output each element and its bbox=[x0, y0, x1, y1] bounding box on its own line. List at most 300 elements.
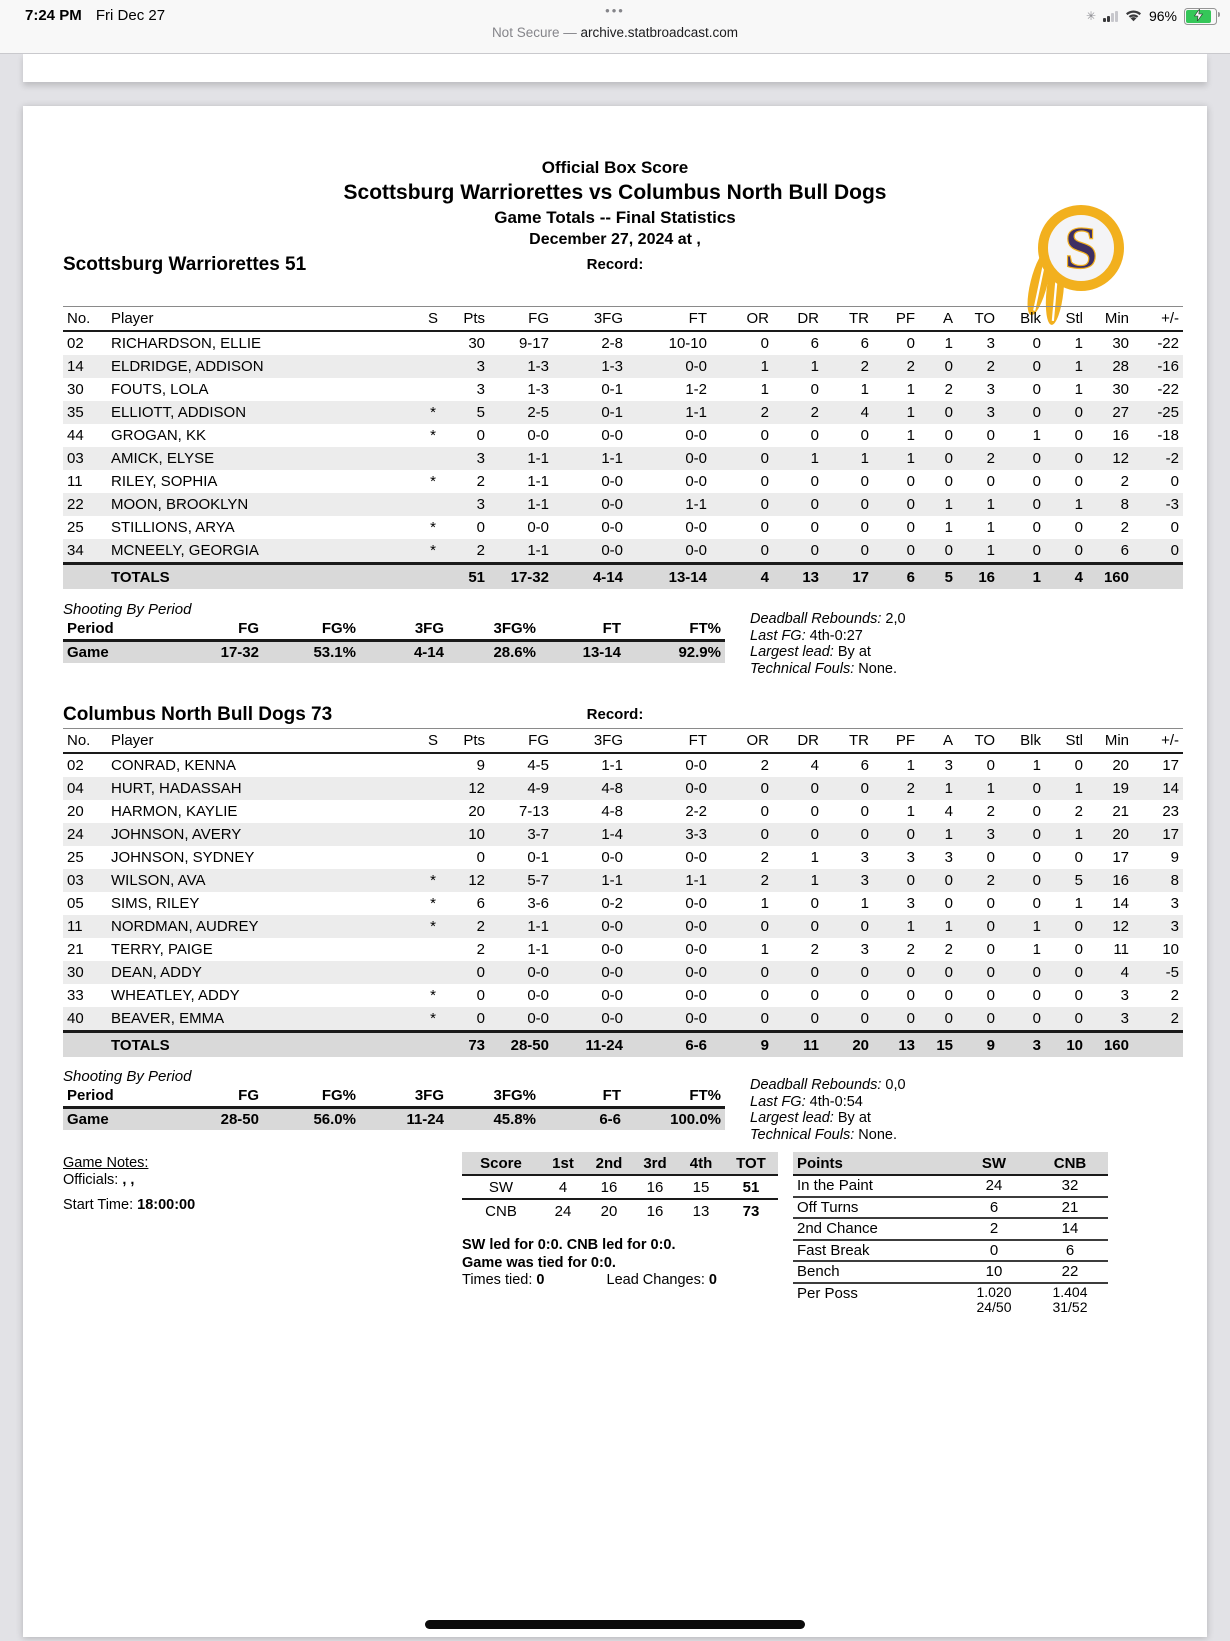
stat-cell: AMICK, ELYSE bbox=[111, 450, 215, 467]
player-row bbox=[63, 355, 1183, 378]
stat-cell: 14 bbox=[1162, 780, 1179, 797]
stat-cell: 0-1 bbox=[601, 404, 623, 421]
player-row bbox=[63, 516, 1183, 539]
stat-cell: 0 bbox=[810, 542, 819, 559]
team2-shooting-title: Shooting By Period bbox=[63, 1068, 192, 1085]
shooting-col-header: FG bbox=[158, 618, 263, 641]
stat-cell: 2 bbox=[944, 941, 953, 958]
stat-cell: 0 bbox=[1074, 941, 1083, 958]
player-row bbox=[63, 984, 1183, 1007]
tied-for-line: Game was tied for 0:0. bbox=[462, 1254, 616, 1271]
lead-changes-value: 0 bbox=[708, 1272, 717, 1288]
player-row bbox=[63, 823, 1183, 846]
page-title: Official Box Score bbox=[541, 158, 689, 177]
stat-cell: 0 bbox=[810, 427, 819, 444]
times-tied-value: 0 bbox=[536, 1272, 545, 1288]
stat-cell: 20 bbox=[1112, 826, 1129, 843]
total-cell: 6-6 bbox=[685, 1036, 707, 1054]
stat-cell: 33 bbox=[67, 987, 84, 1004]
stat-cell: 0 bbox=[1032, 519, 1041, 536]
total-cell: 4 bbox=[1074, 568, 1083, 586]
stat-cell: ELLIOTT, ADDISON bbox=[111, 404, 247, 421]
points-cell: 22 bbox=[1032, 1261, 1108, 1283]
stat-cell: 11 bbox=[67, 473, 83, 490]
home-indicator[interactable] bbox=[425, 1620, 805, 1629]
stat-cell bbox=[419, 355, 447, 378]
per-poss-cell: 1.404 31/52 bbox=[1052, 1283, 1088, 1315]
note-line: Technical Fouls: None. bbox=[750, 1126, 897, 1143]
total-cell: 11-24 bbox=[585, 1036, 623, 1054]
stat-cell: 2 bbox=[1170, 987, 1179, 1004]
stat-cell: -18 bbox=[1157, 427, 1179, 444]
stat-cell: 0 bbox=[944, 427, 953, 444]
stat-cell: 0 bbox=[1032, 964, 1041, 981]
stat-cell: 0-0 bbox=[685, 358, 707, 375]
stat-cell: 35 bbox=[67, 404, 84, 421]
quarter-score: 15 bbox=[678, 1175, 724, 1199]
stat-cell: 2-5 bbox=[527, 404, 549, 421]
stat-cell: 0 bbox=[860, 427, 869, 444]
stat-cell: * bbox=[430, 895, 436, 912]
stat-cell: 3 bbox=[906, 849, 915, 866]
stat-cell: 1 bbox=[860, 450, 869, 467]
points-cell: Fast Break bbox=[793, 1240, 956, 1262]
stat-cell: 0 bbox=[1032, 872, 1041, 889]
shooting-col-header: FT bbox=[540, 618, 625, 641]
points-cell: Off Turns bbox=[793, 1197, 956, 1219]
score-row bbox=[462, 1199, 778, 1222]
previous-page-edge bbox=[23, 53, 1207, 82]
stat-cell: 3 bbox=[944, 757, 953, 774]
stat-cell: 0 bbox=[986, 941, 995, 958]
stat-cell: 0 bbox=[810, 1010, 819, 1027]
stat-cell: ELDRIDGE, ADDISON bbox=[111, 358, 264, 375]
stats-col-header: TR bbox=[823, 729, 873, 754]
stats-col-header: Blk bbox=[999, 729, 1045, 754]
stat-cell: 1 bbox=[810, 450, 819, 467]
stat-cell bbox=[419, 800, 447, 823]
stat-cell: 6 bbox=[476, 895, 485, 912]
stat-cell: 1 bbox=[1074, 780, 1083, 797]
stat-cell: 0 bbox=[906, 987, 915, 1004]
stat-cell: * bbox=[430, 542, 436, 559]
stat-cell: 3 bbox=[476, 358, 485, 375]
game-notes-block bbox=[63, 1155, 195, 1214]
stat-cell: 0 bbox=[1032, 404, 1041, 421]
stat-cell: 4-9 bbox=[527, 780, 549, 797]
total-cell: 11 bbox=[803, 1036, 819, 1054]
stat-cell: 1 bbox=[860, 895, 869, 912]
stat-cell: 1 bbox=[986, 780, 995, 797]
stat-cell: 1 bbox=[760, 358, 769, 375]
stat-cell: 1 bbox=[1032, 427, 1041, 444]
quarter-score: 16 bbox=[586, 1175, 632, 1199]
stat-cell: 0 bbox=[1074, 542, 1083, 559]
stat-cell: 4 bbox=[860, 404, 869, 421]
stat-cell: 0 bbox=[906, 496, 915, 513]
stat-cell: -22 bbox=[1157, 381, 1179, 398]
shooting-cell: 92.9% bbox=[678, 644, 721, 661]
stat-cell: 0-1 bbox=[601, 381, 623, 398]
total-cell: 28-50 bbox=[510, 1036, 549, 1054]
stat-cell: 0 bbox=[760, 987, 769, 1004]
stat-cell: 2 bbox=[810, 941, 819, 958]
team1-record: Record: bbox=[586, 256, 644, 273]
stat-cell: GROGAN, KK bbox=[111, 427, 207, 444]
stat-cell: 9 bbox=[1170, 849, 1179, 866]
stat-cell: DEAN, ADDY bbox=[111, 964, 202, 981]
stat-cell: 0 bbox=[1032, 542, 1041, 559]
points-col-header: Points bbox=[793, 1152, 956, 1175]
stat-cell: 0 bbox=[760, 335, 769, 352]
stat-cell: 17 bbox=[1162, 826, 1179, 843]
stat-cell: 2 bbox=[986, 358, 995, 375]
stat-cell: 0 bbox=[1032, 987, 1041, 1004]
stat-cell: 0 bbox=[1032, 849, 1041, 866]
quarter-score: 20 bbox=[600, 1202, 618, 1220]
stat-cell: 0-0 bbox=[685, 757, 707, 774]
stat-cell: 0 bbox=[1074, 473, 1083, 490]
shooting-col-header: 3FG% bbox=[448, 1085, 540, 1108]
points-cell: 10 bbox=[956, 1261, 1032, 1283]
stat-cell: 1 bbox=[760, 941, 769, 958]
stat-cell: 9-17 bbox=[518, 335, 549, 352]
total-score: 73 bbox=[742, 1202, 760, 1220]
stat-cell bbox=[419, 938, 447, 961]
stat-cell: 5 bbox=[1074, 872, 1083, 889]
stat-cell bbox=[419, 378, 447, 401]
stat-cell: 0 bbox=[810, 918, 819, 935]
stat-cell: 0-0 bbox=[685, 964, 707, 981]
stat-cell: 0 bbox=[986, 1010, 995, 1027]
stat-cell: 0 bbox=[1074, 918, 1083, 935]
total-cell bbox=[63, 1032, 107, 1058]
stat-cell: 0 bbox=[860, 542, 869, 559]
stat-cell: 17 bbox=[1112, 849, 1129, 866]
shooting-cell: 17-32 bbox=[220, 644, 259, 661]
stat-cell: 1 bbox=[986, 496, 995, 513]
stats-col-header: FT bbox=[627, 307, 711, 332]
stat-cell: 1 bbox=[944, 519, 953, 536]
stat-cell: 1 bbox=[860, 381, 869, 398]
stat-cell: 30 bbox=[67, 381, 84, 398]
stat-cell: 2 bbox=[760, 404, 769, 421]
battery-charging-icon bbox=[1184, 8, 1217, 25]
stat-cell: 0 bbox=[860, 826, 869, 843]
stat-cell: 0 bbox=[760, 780, 769, 797]
stat-cell: 3-3 bbox=[685, 826, 707, 843]
stat-cell: RICHARDSON, ELLIE bbox=[111, 335, 262, 352]
note-line: Deadball Rebounds: 0,0 bbox=[750, 1077, 906, 1093]
stat-cell: 0 bbox=[986, 987, 995, 1004]
stat-cell: 0 bbox=[860, 803, 869, 820]
stat-cell: 0 bbox=[986, 895, 995, 912]
stat-cell: 0-0 bbox=[685, 542, 707, 559]
stat-cell: 0 bbox=[944, 542, 953, 559]
points-cell: 0 bbox=[956, 1240, 1032, 1262]
stat-cell: 1-1 bbox=[685, 872, 707, 889]
stat-cell: 0 bbox=[1170, 519, 1179, 536]
total-cell bbox=[419, 564, 447, 590]
shooting-col-header: 3FG bbox=[360, 1085, 448, 1108]
shooting-cell: Game bbox=[67, 1111, 109, 1128]
stat-cell: 0 bbox=[760, 450, 769, 467]
total-cell: 73 bbox=[468, 1036, 485, 1054]
quarter-score: 13 bbox=[692, 1202, 710, 1220]
stat-cell: 0 bbox=[860, 780, 869, 797]
shooting-cell: 28-50 bbox=[220, 1111, 259, 1128]
stat-cell: 0 bbox=[1074, 404, 1083, 421]
stat-cell: 4 bbox=[944, 803, 953, 820]
stat-cell: 0 bbox=[986, 473, 995, 490]
team2-stats-table bbox=[63, 728, 1183, 1057]
player-row bbox=[63, 869, 1183, 892]
stat-cell bbox=[419, 846, 447, 869]
tab-overflow-dots[interactable]: ••• bbox=[605, 3, 625, 18]
stat-cell: 24 bbox=[67, 826, 84, 843]
total-cell: 13-14 bbox=[668, 568, 707, 586]
stats-col-header: +/- bbox=[1133, 729, 1183, 754]
points-cell: 6 bbox=[1032, 1240, 1108, 1262]
stat-cell: 44 bbox=[67, 427, 84, 444]
stats-col-header: S bbox=[419, 307, 447, 332]
stat-cell: 6 bbox=[1120, 542, 1129, 559]
score-col-header: 4th bbox=[678, 1152, 724, 1175]
stat-cell: 2-2 bbox=[685, 803, 707, 820]
stat-cell: 0 bbox=[1032, 1010, 1041, 1027]
shooting-col-header: FG bbox=[158, 1085, 263, 1108]
score-col-header: TOT bbox=[724, 1152, 778, 1175]
stat-cell: 14 bbox=[67, 358, 84, 375]
shooting-cell: 4-14 bbox=[413, 644, 444, 661]
shooting-cell: 53.1% bbox=[313, 644, 356, 661]
stat-cell: 0-0 bbox=[601, 496, 623, 513]
score-team: CNB bbox=[485, 1202, 517, 1220]
stats-col-header: DR bbox=[773, 729, 823, 754]
note-line: Largest lead: By at bbox=[750, 1110, 871, 1126]
stat-cell: 6 bbox=[860, 335, 869, 352]
total-cell: 17 bbox=[852, 568, 869, 586]
stat-cell: 0-0 bbox=[601, 941, 623, 958]
stat-cell: 1 bbox=[1032, 918, 1041, 935]
stat-cell: HURT, HADASSAH bbox=[111, 780, 242, 797]
stat-cell: -5 bbox=[1165, 964, 1179, 981]
total-cell: 10 bbox=[1066, 1036, 1083, 1054]
stat-cell: 1-3 bbox=[527, 381, 549, 398]
stat-cell: 0 bbox=[1032, 895, 1041, 912]
stat-cell: 0 bbox=[1074, 450, 1083, 467]
stats-col-header: TO bbox=[957, 729, 999, 754]
stat-cell: 0 bbox=[1074, 964, 1083, 981]
player-row bbox=[63, 493, 1183, 516]
stat-cell: 0 bbox=[1074, 1010, 1083, 1027]
stat-cell: 0 bbox=[760, 542, 769, 559]
stat-cell: 11 bbox=[1113, 941, 1129, 958]
stat-cell: -3 bbox=[1165, 496, 1179, 513]
stat-cell: 2 bbox=[944, 381, 953, 398]
stat-cell: 0-0 bbox=[601, 964, 623, 981]
stat-cell: 0 bbox=[860, 519, 869, 536]
stat-cell: 1-1 bbox=[685, 404, 707, 421]
stat-cell: 2 bbox=[760, 872, 769, 889]
stat-cell: 6 bbox=[810, 335, 819, 352]
stat-cell: 0-0 bbox=[601, 519, 623, 536]
stat-cell: 30 bbox=[1112, 381, 1129, 398]
stat-cell: 0 bbox=[760, 519, 769, 536]
total-cell: 1 bbox=[1032, 568, 1041, 586]
stat-cell: 3 bbox=[944, 849, 953, 866]
stat-cell: * bbox=[430, 1010, 436, 1027]
led-for-line: SW led for 0:0. CNB led for 0:0. bbox=[462, 1237, 676, 1253]
stat-cell: 27 bbox=[1112, 404, 1129, 421]
stat-cell: 2 bbox=[986, 872, 995, 889]
stat-cell: 1-1 bbox=[527, 496, 549, 513]
stat-cell: 17 bbox=[1162, 757, 1179, 774]
stat-cell: 2 bbox=[476, 473, 485, 490]
stat-cell: 1-1 bbox=[527, 473, 549, 490]
shooting-cell: 13-14 bbox=[582, 644, 621, 661]
start-time-value: 18:00:00 bbox=[137, 1197, 196, 1213]
shooting-col-header: FG% bbox=[263, 618, 360, 641]
stat-cell: 05 bbox=[67, 895, 84, 912]
stat-cell: 1 bbox=[944, 335, 953, 352]
start-time-line: Start Time: 18:00:00 bbox=[63, 1197, 196, 1213]
stats-col-header: Stl bbox=[1045, 729, 1087, 754]
stat-cell: 4-8 bbox=[601, 780, 623, 797]
shooting-row bbox=[63, 1108, 725, 1131]
totals-row bbox=[63, 1032, 1183, 1058]
stat-cell: 1 bbox=[906, 404, 915, 421]
stat-cell: 34 bbox=[67, 542, 84, 559]
stat-cell: 16 bbox=[1112, 872, 1129, 889]
stat-cell: 0-0 bbox=[685, 780, 707, 797]
stat-cell: 0-0 bbox=[601, 473, 623, 490]
stat-cell: 0 bbox=[1074, 519, 1083, 536]
officials-value: , , bbox=[122, 1172, 135, 1188]
stat-cell: 0 bbox=[986, 918, 995, 935]
stat-cell: 1 bbox=[760, 895, 769, 912]
stat-cell: 02 bbox=[67, 335, 84, 352]
matchup-title: Scottsburg Warriorettes vs Columbus North Bull Dogs bbox=[343, 181, 887, 204]
total-cell: 160 bbox=[1103, 568, 1129, 586]
battery-percentage: 96% bbox=[1148, 8, 1177, 24]
address-bar[interactable] bbox=[0, 25, 1230, 40]
stat-cell: 0 bbox=[1032, 473, 1041, 490]
points-cell: 24 bbox=[956, 1175, 1032, 1197]
total-cell: 3 bbox=[1032, 1036, 1041, 1054]
total-cell: 17-32 bbox=[510, 568, 549, 586]
points-col-header: CNB bbox=[1032, 1152, 1108, 1175]
stat-cell: 0-0 bbox=[527, 427, 549, 444]
player-row bbox=[63, 915, 1183, 938]
stat-cell: 3 bbox=[1170, 918, 1179, 935]
player-row bbox=[63, 846, 1183, 869]
stat-cell: 1 bbox=[906, 381, 915, 398]
note-line: Last FG: 4th-0:54 bbox=[750, 1093, 863, 1110]
stat-cell: -16 bbox=[1157, 358, 1179, 375]
stat-cell: 21 bbox=[1112, 803, 1129, 820]
stat-cell: 20 bbox=[67, 803, 84, 820]
note-line: Deadball Rebounds: 2,0 bbox=[750, 611, 906, 627]
total-cell: TOTALS bbox=[111, 1036, 170, 1054]
stat-cell: 14 bbox=[1112, 895, 1129, 912]
points-cell: Per Poss bbox=[797, 1284, 858, 1302]
stat-cell: 2 bbox=[760, 849, 769, 866]
stat-cell: 1 bbox=[944, 780, 953, 797]
stat-cell: 0 bbox=[760, 496, 769, 513]
stat-cell: 0-0 bbox=[601, 427, 623, 444]
lead-notes bbox=[462, 1237, 717, 1290]
per-poss-cell: 1.020 24/50 bbox=[976, 1283, 1012, 1315]
stat-cell: 16 bbox=[1112, 427, 1129, 444]
wifi-icon bbox=[1125, 10, 1142, 22]
points-cell: 32 bbox=[1032, 1175, 1108, 1197]
stat-cell: 3 bbox=[860, 872, 869, 889]
stat-cell: 0 bbox=[944, 895, 953, 912]
stats-col-header: Player bbox=[107, 729, 419, 754]
stat-cell: 0 bbox=[760, 964, 769, 981]
stat-cell: 22 bbox=[67, 496, 84, 513]
stats-col-header: TO bbox=[957, 307, 999, 332]
score-col-header: 1st bbox=[540, 1152, 586, 1175]
stat-cell: 0 bbox=[944, 872, 953, 889]
stat-cell: TERRY, PAIGE bbox=[111, 941, 213, 958]
stat-cell: 3 bbox=[906, 895, 915, 912]
stat-cell: 2 bbox=[476, 918, 485, 935]
stat-cell: 1-4 bbox=[601, 826, 623, 843]
player-row bbox=[63, 938, 1183, 961]
stat-cell: 3 bbox=[860, 941, 869, 958]
stat-cell: 25 bbox=[67, 519, 84, 536]
stat-cell: 1 bbox=[1074, 358, 1083, 375]
shooting-col-header: FT bbox=[540, 1085, 625, 1108]
player-row bbox=[63, 378, 1183, 401]
stat-cell: 3 bbox=[1120, 1010, 1129, 1027]
stat-cell: 1 bbox=[1074, 496, 1083, 513]
stat-cell: 30 bbox=[67, 964, 84, 981]
points-row bbox=[793, 1197, 1108, 1219]
stat-cell: 2 bbox=[760, 757, 769, 774]
stat-cell bbox=[419, 777, 447, 800]
stat-cell: 12 bbox=[468, 872, 485, 889]
stat-cell: 1-1 bbox=[527, 450, 549, 467]
team2-name: Columbus North Bull Dogs 73 bbox=[63, 704, 333, 725]
stats-col-header: PF bbox=[873, 729, 919, 754]
stat-cell: 30 bbox=[1112, 335, 1129, 352]
total-cell: 9 bbox=[986, 1036, 995, 1054]
score-col-header: 3rd bbox=[632, 1152, 678, 1175]
stat-cell: 28 bbox=[1112, 358, 1129, 375]
team2-record: Record: bbox=[586, 706, 644, 723]
stat-cell: 3 bbox=[476, 450, 485, 467]
stat-cell: 0 bbox=[1074, 757, 1083, 774]
stat-cell: 0 bbox=[944, 1010, 953, 1027]
logo-letter: S bbox=[1064, 215, 1098, 281]
stat-cell: 12 bbox=[1112, 918, 1129, 935]
shooting-col-header: 3FG% bbox=[448, 618, 540, 641]
points-col-header: SW bbox=[956, 1152, 1032, 1175]
stat-cell: 0-0 bbox=[685, 849, 707, 866]
player-row bbox=[63, 753, 1183, 777]
cellular-signal-icon bbox=[1103, 11, 1118, 22]
stat-cell: -25 bbox=[1157, 404, 1179, 421]
stat-cell: 2 bbox=[476, 542, 485, 559]
stat-cell: 1-1 bbox=[527, 918, 549, 935]
stat-cell: 8 bbox=[1170, 872, 1179, 889]
team1-notes bbox=[750, 611, 906, 677]
stat-cell: 1 bbox=[944, 918, 953, 935]
stat-cell: 0 bbox=[760, 473, 769, 490]
